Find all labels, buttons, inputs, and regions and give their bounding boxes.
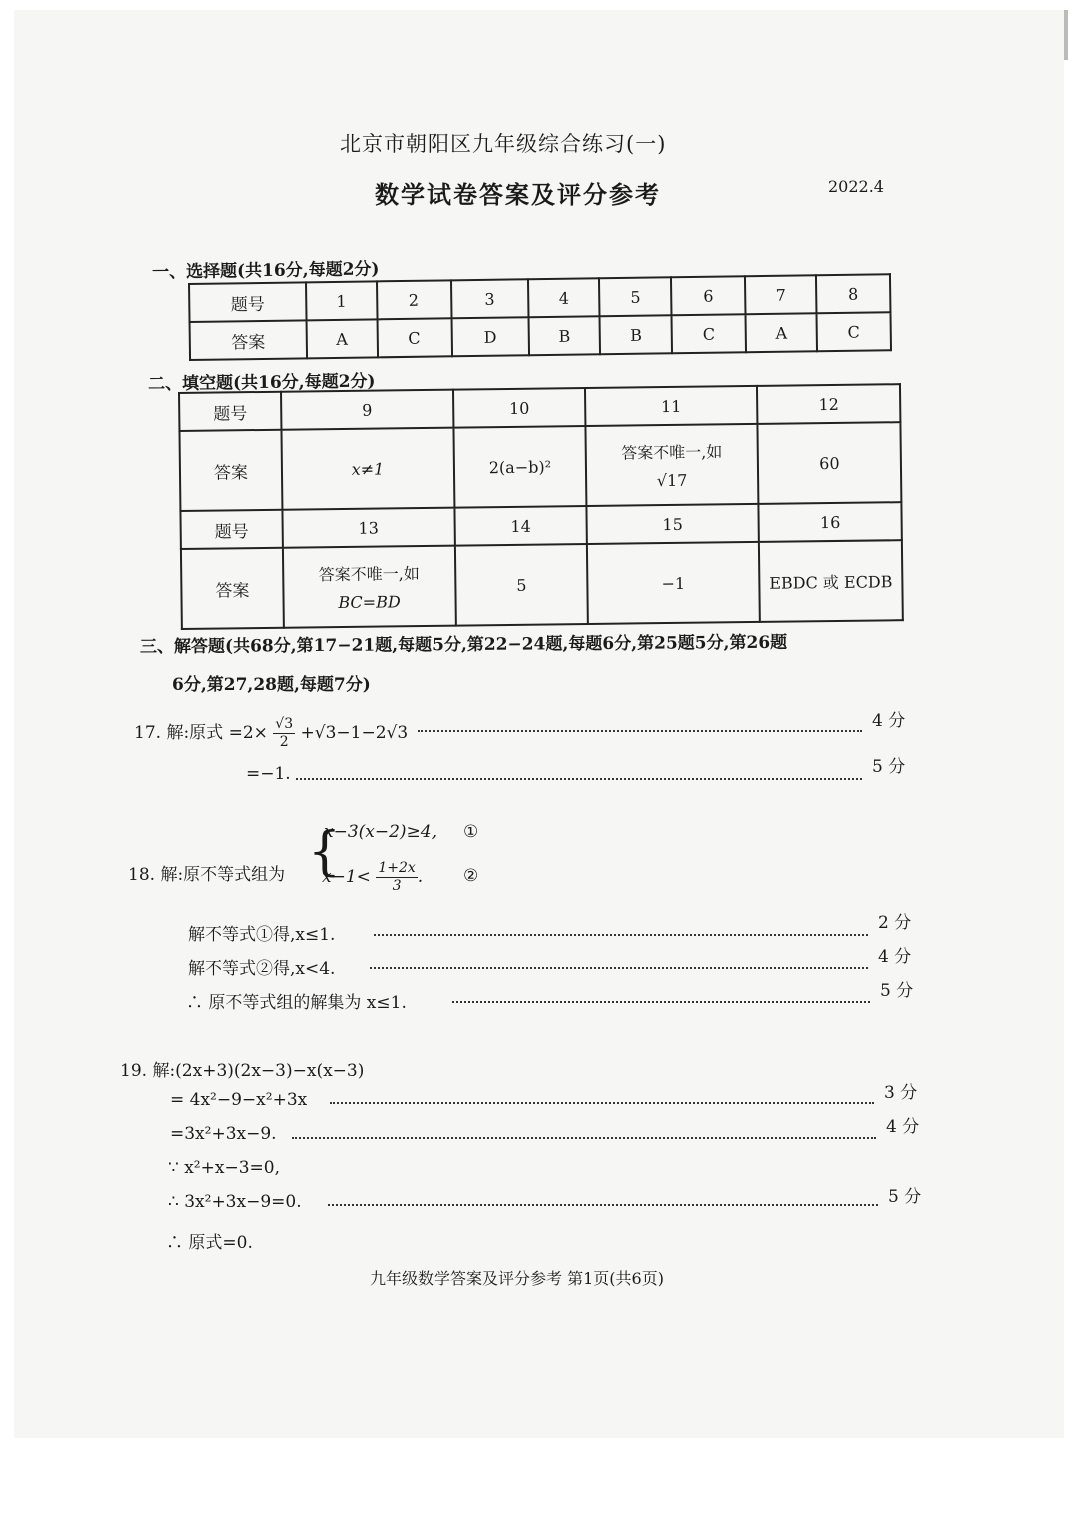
table-cell: 2(a−b)² xyxy=(453,426,586,508)
document-title: 北京市朝阳区九年级综合练习(一) xyxy=(340,132,667,156)
q18-ineq2-a: x−1< xyxy=(322,867,371,887)
q17-fraction xyxy=(273,716,295,751)
table-cell: 5 xyxy=(599,277,671,316)
table-cell: A xyxy=(307,319,378,358)
q19-step3: ∵ x²+x−3=0, xyxy=(168,1158,280,1178)
table-cell: EBDC 或 ECDB xyxy=(759,540,903,622)
q19-step4: ∴ 3x²+3x−9=0. xyxy=(168,1192,302,1212)
table-cell: 13 xyxy=(282,508,454,548)
section2-heading: 二、填空题(共16分,每题2分) xyxy=(147,371,376,395)
document-date: 2022.4 xyxy=(828,177,884,196)
q17-expr-b: +√3−1−2√3 xyxy=(300,723,409,743)
table-cell: 4 xyxy=(528,278,600,317)
q18-prefix: 18. 解:原不等式组为 xyxy=(128,865,286,885)
choice-answer-table xyxy=(188,273,892,361)
table-cell: x≠1 xyxy=(281,428,454,510)
table-cell: 1 xyxy=(306,281,377,320)
answer-text: BC=BD xyxy=(338,592,401,613)
table-cell: B xyxy=(600,315,672,354)
table-cell: 2 xyxy=(377,280,452,319)
table-row xyxy=(181,540,903,629)
leader-dots xyxy=(370,967,868,969)
table-cell: C xyxy=(816,312,891,351)
leader-dots xyxy=(452,1001,870,1003)
row-label: 题号 xyxy=(180,510,282,549)
table-cell: 10 xyxy=(453,388,585,428)
q19-step2: =3x²+3x−9. xyxy=(170,1124,277,1144)
q18-score3: 5 分 xyxy=(880,981,914,1001)
q18-score1: 2 分 xyxy=(878,913,912,933)
leader-dots xyxy=(374,934,868,936)
answer-text: √17 xyxy=(656,470,688,491)
section3-heading-line1: 三、解答题(共68分,第17−21题,每题5分,第22−24题,每题6分,第25题5分,第26题 xyxy=(139,632,788,658)
q18-ineq1: x−3(x−2)≥4, xyxy=(324,822,438,842)
table-cell: 11 xyxy=(585,386,757,426)
fill-blank-answer-table xyxy=(178,383,904,630)
q18-mark2: ② xyxy=(463,866,479,886)
scan-edge-mark xyxy=(1064,10,1068,60)
q17-line1 xyxy=(134,716,408,751)
table-row xyxy=(179,422,901,511)
q19-score1: 3 分 xyxy=(884,1083,918,1103)
q17-prefix: 17. 解:原式 xyxy=(134,723,224,743)
table-cell: A xyxy=(746,313,817,352)
row-label: 题号 xyxy=(179,392,281,431)
q17-score2: 5 分 xyxy=(872,757,906,777)
table-cell: 60 xyxy=(757,422,901,504)
table-cell: 7 xyxy=(745,275,816,314)
leader-dots xyxy=(330,1102,874,1104)
section1-heading: 一、选择题(共16分,每题2分) xyxy=(151,259,380,283)
q19-step1: = 4x²−9−x²+3x xyxy=(170,1090,308,1110)
leader-dots xyxy=(292,1137,876,1139)
fraction-denominator: 2 xyxy=(279,734,289,750)
q19-score4: 5 分 xyxy=(888,1187,922,1207)
q18-step3: ∴ 原不等式组的解集为 x≤1. xyxy=(186,993,407,1013)
q18-step1: 解不等式①得,x≤1. xyxy=(188,925,336,945)
q19-prefix: 19. 解:(2x+3)(2x−3)−x(x−3) xyxy=(120,1061,365,1081)
row-label: 题号 xyxy=(189,282,307,322)
table-cell xyxy=(283,546,456,628)
table-cell: 3 xyxy=(451,279,529,318)
q18-fraction xyxy=(376,860,417,895)
page-footer: 九年级数学答案及评分参考 第1页(共6页) xyxy=(370,1269,664,1288)
q18-step2: 解不等式②得,x<4. xyxy=(188,959,336,979)
table-cell: D xyxy=(451,317,529,356)
leader-dots xyxy=(328,1204,878,1206)
q18-mark1: ① xyxy=(463,822,479,842)
table-cell: 12 xyxy=(757,384,900,424)
leader-dots xyxy=(418,730,862,732)
table-cell: B xyxy=(528,316,600,355)
q18-ineq2-b: . xyxy=(417,867,424,887)
table-cell: 5 xyxy=(455,544,588,626)
document-subtitle: 数学试卷答案及评分参考 xyxy=(375,180,661,209)
table-cell: −1 xyxy=(587,542,760,624)
row-label: 答案 xyxy=(179,430,282,511)
table-cell: 6 xyxy=(671,276,746,315)
table-cell: 8 xyxy=(816,274,891,313)
q18-score2: 4 分 xyxy=(878,947,912,967)
row-label: 答案 xyxy=(190,320,308,360)
q17-score1: 4 分 xyxy=(872,711,906,731)
table-cell xyxy=(585,424,758,506)
table-cell: 14 xyxy=(454,506,586,546)
q17-line2: =−1. xyxy=(246,764,291,784)
section3-heading-line2: 6分,第27,28题,每题7分) xyxy=(172,675,371,695)
q19-score2: 4 分 xyxy=(886,1117,920,1137)
table-cell: 15 xyxy=(586,504,758,544)
q19-step5: ∴ 原式=0. xyxy=(166,1233,253,1253)
row-label: 答案 xyxy=(181,548,284,629)
answer-text: 答案不唯一,如 xyxy=(318,564,420,585)
fraction-denominator: 3 xyxy=(392,878,402,894)
table-cell: C xyxy=(672,314,747,353)
q17-expr-a: =2× xyxy=(228,723,268,743)
q18-ineq2 xyxy=(322,860,423,895)
fraction-numerator: √3 xyxy=(275,716,294,732)
answer-text: 答案不唯一,如 xyxy=(621,442,723,463)
fraction-numerator: 1+2x xyxy=(378,860,416,876)
system-brace: { xyxy=(308,822,342,882)
table-cell: 9 xyxy=(281,390,453,430)
table-cell: 16 xyxy=(758,502,901,542)
table-cell: C xyxy=(377,318,452,357)
leader-dots xyxy=(296,778,862,780)
